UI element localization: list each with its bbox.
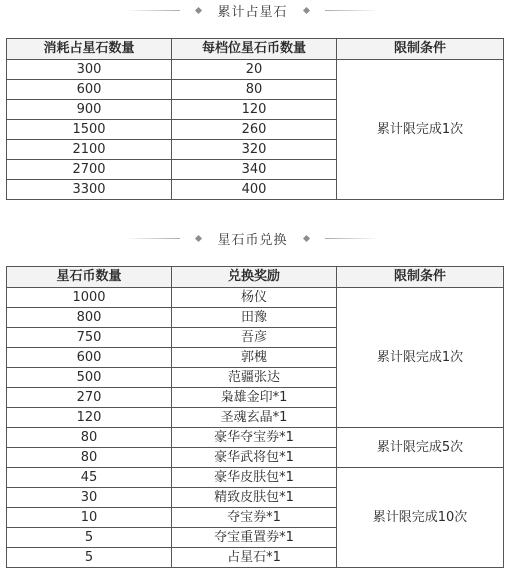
coin-amount-cell: 500 [7, 368, 172, 388]
stone-amount-cell: 600 [7, 80, 172, 100]
table-row [7, 428, 504, 448]
coin-amount-cell: 5 [7, 548, 172, 568]
coin-amount-cell: 120 [172, 100, 337, 120]
limit-cell: 累计限完成1次 [337, 288, 504, 428]
coin-amount-cell: 80 [7, 428, 172, 448]
coin-amount-cell: 340 [172, 160, 337, 180]
coin-amount-cell: 5 [7, 528, 172, 548]
coin-amount-cell: 45 [7, 468, 172, 488]
coin-amount-cell: 270 [7, 388, 172, 408]
column-header: 消耗占星石数量 [7, 39, 172, 60]
coin-amount-cell: 400 [172, 180, 337, 200]
table-row [7, 60, 504, 80]
coin-amount-cell: 260 [172, 120, 337, 140]
column-header: 限制条件 [337, 267, 504, 288]
coin-amount-cell: 320 [172, 140, 337, 160]
section-title-exchange [0, 229, 505, 247]
accumulate-table [6, 38, 504, 200]
stone-amount-cell: 2100 [7, 140, 172, 160]
column-header: 限制条件 [337, 39, 504, 60]
diamond-icon [195, 6, 202, 13]
diamond-icon [302, 6, 309, 13]
coin-amount-cell: 1000 [7, 288, 172, 308]
column-header: 兑换奖励 [172, 267, 337, 288]
section-title-text: 星石币兑换 [217, 232, 288, 248]
coin-amount-cell: 750 [7, 328, 172, 348]
limit-cell: 累计限完成1次 [337, 60, 504, 200]
coin-amount-cell: 30 [7, 488, 172, 508]
reward-cell: 杨仪 [172, 288, 337, 308]
coin-amount-cell: 80 [7, 448, 172, 468]
reward-cell: 占星石*1 [172, 548, 337, 568]
reward-cell: 枭雄金印*1 [172, 388, 337, 408]
stone-amount-cell: 1500 [7, 120, 172, 140]
section-title-accumulate [0, 1, 505, 19]
section-title-text: 累计占星石 [217, 4, 288, 20]
reward-cell: 夺宝券*1 [172, 508, 337, 528]
table-row [7, 288, 504, 308]
reward-cell: 范疆张达 [172, 368, 337, 388]
reward-cell: 豪华武将包*1 [172, 448, 337, 468]
table-header-row [7, 39, 504, 60]
decorative-line [325, 10, 380, 11]
coin-amount-cell: 20 [172, 60, 337, 80]
reward-cell: 豪华夺宝券*1 [172, 428, 337, 448]
reward-cell: 夺宝重置券*1 [172, 528, 337, 548]
exchange-table [6, 266, 504, 568]
limit-cell: 累计限完成10次 [337, 468, 504, 568]
table-header-row [7, 267, 504, 288]
limit-cell: 累计限完成5次 [337, 428, 504, 468]
stone-amount-cell: 2700 [7, 160, 172, 180]
coin-amount-cell: 800 [7, 308, 172, 328]
coin-amount-cell: 120 [7, 408, 172, 428]
decorative-line [125, 238, 180, 239]
reward-cell: 郭槐 [172, 348, 337, 368]
reward-cell: 豪华皮肤包*1 [172, 468, 337, 488]
reward-cell: 精致皮肤包*1 [172, 488, 337, 508]
reward-cell: 田豫 [172, 308, 337, 328]
stone-amount-cell: 3300 [7, 180, 172, 200]
column-header: 星石币数量 [7, 267, 172, 288]
column-header: 每档位星石币数量 [172, 39, 337, 60]
reward-cell: 吾彦 [172, 328, 337, 348]
coin-amount-cell: 10 [7, 508, 172, 528]
diamond-icon [302, 234, 309, 241]
coin-amount-cell: 80 [172, 80, 337, 100]
decorative-line [325, 238, 380, 239]
decorative-line [125, 10, 180, 11]
diamond-icon [195, 234, 202, 241]
stone-amount-cell: 300 [7, 60, 172, 80]
coin-amount-cell: 600 [7, 348, 172, 368]
stone-amount-cell: 900 [7, 100, 172, 120]
reward-cell: 圣魂玄晶*1 [172, 408, 337, 428]
table-row [7, 468, 504, 488]
